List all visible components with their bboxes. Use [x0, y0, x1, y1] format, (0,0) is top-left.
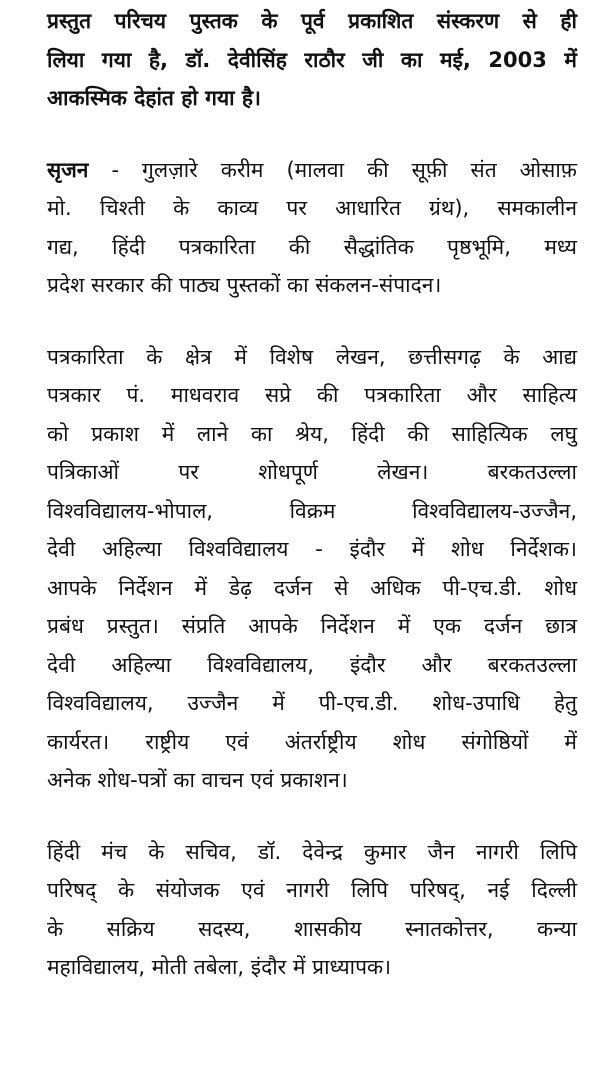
text-line: गद्य, हिंदी पत्रकारिता की सैद्धांतिक पृष्ठभूमि, मध्य — [47, 234, 577, 259]
text-line: देवी अहिल्या विश्वविद्यालय, इंदौर और बरकतउल्ला — [47, 652, 577, 677]
text-line: विश्वविद्यालय, उज्जैन में पी-एच.डी. शोध-उपाधि हेतु — [47, 691, 577, 715]
text-line: के सक्रिय सदस्य, शासकीय स्नातकोत्तर, कन्या — [47, 916, 577, 941]
journalism-paragraph — [47, 338, 577, 800]
text-line-rest: - गुलज़ारे करीम (मालवा की सूफ़ी संत ओसाफ़ — [88, 157, 577, 182]
text-line: पत्रकारिता के क्षेत्र में विशेष लेखन, छत्तीसगढ़ के आद्य — [47, 344, 577, 369]
text-line: पत्रिकाओं पर शोधपूर्ण लेखन। बरकतउल्ला — [47, 460, 577, 484]
text-line: प्रबंध प्रस्तुत। संप्रति आपके निर्देशन में एक दर्जन छात्र — [47, 614, 577, 638]
text-line: विश्वविद्यालय-भोपाल, विक्रम विश्वविद्यालय-उज्जैन, — [47, 498, 577, 523]
text-line: कार्यरत। राष्ट्रीय एवं अंतर्राष्ट्रीय शोध संगोष्ठियों में — [47, 729, 577, 754]
srijan-paragraph — [47, 151, 577, 305]
text-line: प्रदेश सरकार की पाठ्य पुस्तकों का संकलन-संपादन। — [47, 273, 442, 297]
text-line: आपके निर्देशन में डेढ़ दर्जन से अधिक पी-एच.डी. शोध — [47, 575, 577, 600]
intro-note-paragraph — [47, 2, 577, 118]
srijan-label: सृजन — [47, 157, 89, 182]
text-line: प्रस्तुत परिचय पुस्तक के पूर्व प्रकाशित संस्करण से ही — [47, 9, 577, 33]
text-line: देवी अहिल्या विश्वविद्यालय - इंदौर में शोध निर्देशक। — [47, 537, 577, 561]
text-line: महाविद्यालय, मोती तबेला, इंदौर में प्राध्यापक। — [47, 955, 392, 979]
document-page — [47, 2, 577, 987]
text-line: परिषद् के संयोजक एवं नागरी लिपि परिषद्, नई दिल्ली — [47, 878, 577, 902]
text-line: लिया गया है, डॉ. देवीसिंह राठौर जी का मई, 2003 में — [47, 47, 577, 72]
text-line: आकस्मिक देहांत हो गया है। — [47, 86, 261, 110]
text-line: पत्रकार पं. माधवराव सप्रे की पत्रकारिता और साहित्य — [47, 383, 577, 407]
text-line: मो. चिश्ती के काव्य पर आधारित ग्रंथ), समकालीन — [47, 196, 577, 220]
text-line: हिंदी मंच के सचिव, डॉ. देवेन्द्र कुमार जैन नागरी लिपि — [47, 839, 577, 864]
text-line: अनेक शोध-पत्रों का वाचन एवं प्रकाशन। — [47, 768, 348, 792]
text-line — [47, 151, 577, 190]
positions-paragraph — [47, 833, 577, 987]
text-line: को प्रकाश में लाने का श्रेय, हिंदी की साहित्यिक लघु — [47, 421, 577, 446]
